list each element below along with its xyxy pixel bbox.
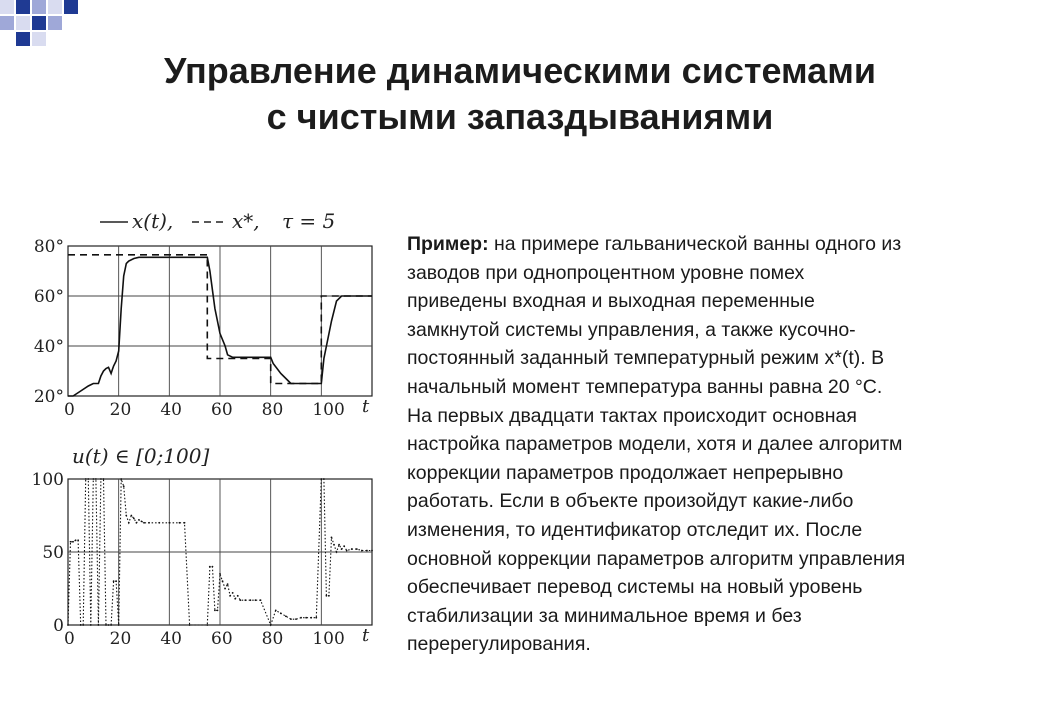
chart2-grid — [68, 479, 372, 625]
series-point — [108, 624, 110, 626]
series-point — [100, 478, 102, 480]
series-point — [310, 617, 312, 619]
series-point — [148, 522, 150, 524]
series-point — [118, 624, 120, 626]
x-tick-label: 0 — [64, 400, 75, 420]
series-point — [239, 599, 241, 601]
y-tick-label: 50 — [42, 543, 64, 563]
chart2-title: u(t) ∈ [0;100] — [72, 445, 210, 468]
series-point — [189, 624, 191, 626]
x-tick-label: 100 — [312, 629, 345, 649]
series-point — [351, 548, 353, 550]
series-point — [103, 478, 105, 480]
decor-square-11 — [32, 32, 46, 46]
decor-square-1 — [0, 0, 14, 14]
y-tick-label: 40° — [33, 337, 64, 357]
series-point — [77, 539, 79, 541]
control-chart — [22, 445, 382, 655]
x-tick-label: 40 — [160, 629, 182, 649]
series-point — [227, 583, 229, 585]
y-tick-label: 20° — [33, 387, 64, 407]
x-tick-label: 40 — [160, 400, 182, 420]
text-line-0 — [407, 230, 1027, 259]
series-point — [75, 539, 77, 541]
series-point — [371, 550, 373, 552]
decor-square-5 — [64, 0, 78, 14]
series-point — [356, 548, 358, 550]
y-tick-label: 100 — [31, 470, 64, 490]
chart1-grid — [68, 246, 372, 396]
series-point — [123, 485, 125, 487]
x-tick-label: 80 — [261, 629, 284, 649]
decor-square-6 — [0, 16, 14, 30]
series-point — [323, 478, 325, 480]
series-point — [92, 478, 94, 480]
series-point — [120, 478, 122, 480]
text-line-11: основной коррекции параметров алгоритм управления — [407, 547, 906, 570]
x-axis-label: t — [362, 625, 370, 646]
text-line-1: заводов при однопроцентном уровне помех — [407, 261, 805, 284]
series-point — [105, 624, 107, 626]
text-line-6: На первых двадцати тактах происходит основная — [407, 404, 857, 427]
x-tick-label: 100 — [312, 400, 345, 420]
text-line-4: постоянный заданный температурный режим x*(t). В — [407, 347, 885, 370]
text-line-7: настройка параметров модели, хотя и далее алгоритм — [407, 433, 903, 456]
series-point — [158, 522, 160, 524]
x-tick-label: 20 — [109, 400, 132, 420]
series-point — [82, 624, 84, 626]
series-point — [270, 624, 272, 626]
series-point — [212, 566, 214, 568]
x-axis-label: t — [362, 396, 370, 417]
x-tick-label: 60 — [211, 629, 233, 649]
series-point — [130, 515, 132, 517]
legend-dashed-label: x*, — [232, 209, 260, 233]
series-point — [290, 618, 292, 620]
series-point — [219, 573, 221, 575]
series-point — [275, 610, 277, 612]
series-point — [206, 624, 208, 626]
series-point — [80, 624, 82, 626]
series-point — [110, 624, 112, 626]
series-point — [237, 595, 239, 597]
text-line-12: обеспечивает перевод системы на новый уровень — [407, 576, 863, 599]
decor-square-8 — [32, 16, 46, 30]
series-point — [285, 615, 287, 617]
series-point — [95, 478, 97, 480]
x-tick-label: 80 — [261, 400, 284, 420]
series-point — [343, 545, 345, 547]
slide-title — [0, 48, 1040, 140]
y-tick-label: 60° — [33, 287, 64, 307]
chart1-ticks — [34, 238, 370, 420]
series-point — [331, 537, 333, 539]
text-line-13: стабилизации за минимальное время и без — [407, 604, 802, 627]
description-text — [407, 230, 1027, 659]
text-line-0-content: на примере гальванической ванны одного из — [488, 233, 902, 255]
series-point — [300, 617, 302, 619]
decor-square-3 — [32, 0, 46, 14]
title-line-1: Управление динамическими системами — [164, 50, 876, 91]
series-point — [209, 566, 211, 568]
series-point — [90, 624, 92, 626]
title-line-2: с чистыми запаздываниями — [266, 96, 774, 137]
series-point — [217, 610, 219, 612]
series-point — [85, 478, 87, 480]
series-point — [222, 580, 224, 582]
text-line-8: коррекции параметров продолжает непрерывно — [407, 461, 844, 484]
series-point — [214, 610, 216, 612]
legend-solid-label: x(t), — [132, 209, 174, 233]
series-point — [336, 551, 338, 553]
series-point — [128, 522, 130, 524]
series-point — [320, 478, 322, 480]
series-point — [341, 548, 343, 550]
series-point — [244, 599, 246, 601]
series-point — [138, 519, 140, 521]
series-point — [305, 617, 307, 619]
series-point — [366, 550, 368, 552]
series-point — [338, 544, 340, 546]
y-tick-label: 80° — [33, 238, 64, 257]
series-point — [346, 550, 348, 552]
series-point — [315, 617, 317, 619]
series-point — [232, 592, 234, 594]
example-label: Пример: — [407, 233, 489, 255]
series-point — [328, 595, 330, 597]
series-point — [70, 541, 72, 543]
series-point — [229, 595, 231, 597]
legend-tau-label: τ = 5 — [282, 209, 336, 233]
decor-square-9 — [48, 16, 62, 30]
decor-square-7 — [16, 16, 30, 30]
series-point — [179, 522, 181, 524]
series-point — [224, 588, 226, 590]
y-tick-label: 0 — [53, 616, 64, 636]
series-point — [87, 478, 89, 480]
series-point — [72, 541, 74, 543]
series-point — [361, 550, 363, 552]
series-point — [141, 520, 143, 522]
series-point — [125, 515, 127, 517]
chart1-legend — [100, 200, 360, 240]
text-line-14: перерегулирования. — [407, 633, 591, 656]
series-point — [168, 522, 170, 524]
decor-square-4 — [48, 0, 62, 14]
series-point — [98, 624, 100, 626]
x-tick-label: 20 — [109, 629, 132, 649]
series-point — [133, 518, 135, 520]
series-point — [234, 598, 236, 600]
series-point — [260, 599, 262, 601]
series-point — [333, 544, 335, 546]
decor-square-10 — [16, 32, 30, 46]
series-point — [250, 599, 252, 601]
series-point — [280, 612, 282, 614]
text-line-10: изменения, то идентификатор отследит их. После — [407, 518, 863, 541]
series-point — [113, 580, 115, 582]
series-point — [143, 522, 145, 524]
series-point — [295, 618, 297, 620]
series-point — [184, 522, 186, 524]
series-point — [136, 522, 138, 524]
text-line-9: работать. Если в объекте произойдут какие-либо — [407, 490, 854, 513]
chart2-ticks — [32, 470, 370, 649]
series-point — [115, 580, 117, 582]
x-tick-label: 60 — [211, 400, 233, 420]
series-point — [326, 595, 328, 597]
series-point — [255, 599, 257, 601]
x-tick-label: 0 — [64, 629, 75, 649]
text-line-5: начальный момент температура ванны равна 20 °С. — [407, 375, 883, 398]
temperature-chart — [22, 238, 382, 438]
text-line-2: приведены входная и выходная переменные — [407, 290, 815, 313]
decor-square-2 — [16, 0, 30, 14]
text-line-3: замкнутой системы управления, а также кусочно- — [407, 318, 856, 341]
series-point — [67, 624, 69, 626]
